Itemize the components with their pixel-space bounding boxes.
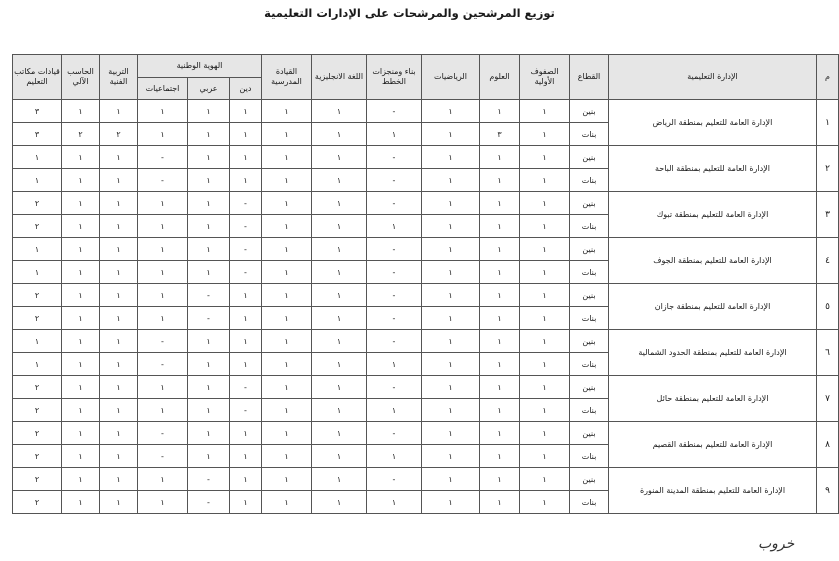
value-cell: ١ [367, 353, 422, 376]
value-cell: - [138, 146, 188, 169]
value-cell: - [367, 376, 422, 399]
header-sector: القطاع [570, 55, 609, 100]
value-cell: ١ [262, 169, 312, 192]
value-cell: ١ [100, 468, 138, 491]
value-cell: - [367, 422, 422, 445]
row-number: ٥ [817, 284, 839, 330]
table-row [13, 284, 839, 307]
value-cell: ١ [100, 353, 138, 376]
value-cell: ١ [262, 353, 312, 376]
value-cell: - [367, 100, 422, 123]
value-cell: ١ [422, 192, 480, 215]
value-cell: ١ [480, 399, 520, 422]
value-cell: - [367, 192, 422, 215]
sector-cell: بنات [570, 445, 609, 468]
sector-cell: بنين [570, 146, 609, 169]
value-cell: ١ [138, 100, 188, 123]
value-cell: ١ [188, 445, 230, 468]
value-cell: ١ [520, 491, 570, 514]
row-number: ٢ [817, 146, 839, 192]
value-cell: ١ [138, 399, 188, 422]
value-cell: - [367, 468, 422, 491]
value-cell: ١ [422, 284, 480, 307]
value-cell: ١ [312, 422, 367, 445]
value-cell: ١ [100, 399, 138, 422]
value-cell: ١ [422, 399, 480, 422]
value-cell: ١ [262, 284, 312, 307]
sector-cell: بنات [570, 261, 609, 284]
value-cell: ١ [312, 238, 367, 261]
value-cell: ١ [480, 100, 520, 123]
value-cell: ١ [520, 100, 570, 123]
header-tail: الحاسب الآلي [62, 55, 100, 100]
value-cell: ١ [188, 238, 230, 261]
value-cell: ١ [138, 238, 188, 261]
value-cell: - [367, 284, 422, 307]
value-cell: ١ [13, 146, 62, 169]
admin-name: الإدارة العامة للتعليم بمنطقة جازان [609, 284, 817, 330]
value-cell: ١ [422, 353, 480, 376]
value-cell: ١ [230, 353, 262, 376]
value-cell: ١ [230, 307, 262, 330]
sector-cell: بنات [570, 399, 609, 422]
value-cell: ١ [230, 491, 262, 514]
sector-cell: بنات [570, 491, 609, 514]
table-row [13, 238, 839, 261]
value-cell: ١ [262, 215, 312, 238]
value-cell: ١ [312, 215, 367, 238]
value-cell: ٣ [480, 123, 520, 146]
value-cell: ١ [262, 491, 312, 514]
row-number: ٦ [817, 330, 839, 376]
value-cell: - [188, 284, 230, 307]
value-cell: ١ [422, 491, 480, 514]
value-cell: ١ [230, 468, 262, 491]
sector-cell: بنات [570, 123, 609, 146]
header-admin: الإدارة التعليمية [609, 55, 817, 100]
value-cell: ١ [480, 238, 520, 261]
header-subject: الرياضيات [422, 55, 480, 100]
table-row [13, 422, 839, 445]
value-cell: ١ [312, 146, 367, 169]
admin-name: الإدارة العامة للتعليم بمنطقة القصيم [609, 422, 817, 468]
value-cell: ١ [100, 445, 138, 468]
value-cell: ١ [62, 192, 100, 215]
value-cell: - [188, 468, 230, 491]
value-cell: ٢ [13, 284, 62, 307]
header-subject: بناء ومنجزات الخطط [367, 55, 422, 100]
value-cell: ٢ [13, 376, 62, 399]
value-cell: ٣ [13, 123, 62, 146]
value-cell: ٢ [13, 192, 62, 215]
sector-cell: بنات [570, 353, 609, 376]
sector-cell: بنين [570, 238, 609, 261]
value-cell: ١ [520, 238, 570, 261]
value-cell: ١ [520, 307, 570, 330]
sector-cell: بنين [570, 192, 609, 215]
header-num: م [817, 55, 839, 100]
value-cell: ١ [520, 353, 570, 376]
value-cell: - [367, 307, 422, 330]
value-cell: ١ [422, 376, 480, 399]
value-cell: ١ [100, 100, 138, 123]
table-row [13, 146, 839, 169]
value-cell: ١ [230, 445, 262, 468]
value-cell: ١ [13, 353, 62, 376]
value-cell: - [138, 422, 188, 445]
sector-cell: بنين [570, 376, 609, 399]
header-subject: الصفوف الأولية [520, 55, 570, 100]
value-cell: ١ [138, 376, 188, 399]
value-cell: ١ [138, 468, 188, 491]
value-cell: - [188, 307, 230, 330]
value-cell: ١ [520, 468, 570, 491]
value-cell: ١ [62, 422, 100, 445]
value-cell: ١ [520, 330, 570, 353]
header-national-identity: الهوية الوطنية [138, 55, 262, 78]
value-cell: ١ [100, 307, 138, 330]
value-cell: ١ [62, 399, 100, 422]
value-cell: ١ [312, 330, 367, 353]
row-number: ١ [817, 100, 839, 146]
admin-name: الإدارة العامة للتعليم بمنطقة تبوك [609, 192, 817, 238]
value-cell: ١ [367, 445, 422, 468]
value-cell: ١ [312, 284, 367, 307]
sector-cell: بنات [570, 169, 609, 192]
row-number: ٧ [817, 376, 839, 422]
value-cell: ١ [100, 491, 138, 514]
sector-cell: بنين [570, 468, 609, 491]
value-cell: ١ [100, 261, 138, 284]
value-cell: ١ [312, 353, 367, 376]
admin-name: الإدارة العامة للتعليم بمنطقة الجوف [609, 238, 817, 284]
value-cell: ١ [480, 307, 520, 330]
value-cell: ١ [138, 491, 188, 514]
value-cell: - [367, 146, 422, 169]
value-cell: ١ [262, 123, 312, 146]
value-cell: ١ [422, 146, 480, 169]
value-cell: ١ [13, 261, 62, 284]
value-cell: ١ [422, 169, 480, 192]
value-cell: ١ [188, 376, 230, 399]
value-cell: ١ [100, 238, 138, 261]
value-cell: ١ [367, 399, 422, 422]
value-cell: ١ [13, 238, 62, 261]
value-cell: ١ [422, 123, 480, 146]
value-cell: ١ [100, 215, 138, 238]
value-cell: ١ [422, 468, 480, 491]
value-cell: ١ [480, 491, 520, 514]
value-cell: ١ [312, 376, 367, 399]
value-cell: ١ [188, 123, 230, 146]
value-cell: ١ [62, 169, 100, 192]
row-number: ٣ [817, 192, 839, 238]
value-cell: ١ [230, 330, 262, 353]
value-cell: ٢ [100, 123, 138, 146]
header-subject: القيادة المدرسية [262, 55, 312, 100]
value-cell: ١ [62, 238, 100, 261]
value-cell: ١ [62, 330, 100, 353]
value-cell: ١ [422, 422, 480, 445]
sector-cell: بنين [570, 284, 609, 307]
value-cell: ٢ [13, 468, 62, 491]
value-cell: ١ [367, 123, 422, 146]
value-cell: ١ [262, 238, 312, 261]
value-cell: ١ [62, 491, 100, 514]
value-cell: ١ [230, 100, 262, 123]
table-row [13, 330, 839, 353]
value-cell: ١ [520, 261, 570, 284]
value-cell: ١ [188, 100, 230, 123]
value-cell: - [138, 169, 188, 192]
value-cell: ١ [480, 330, 520, 353]
value-cell: ١ [100, 376, 138, 399]
admin-name: الإدارة العامة للتعليم بمنطقة المدينة المنورة [609, 468, 817, 514]
admin-name: الإدارة العامة للتعليم بمنطقة الباحة [609, 146, 817, 192]
value-cell: ١ [480, 284, 520, 307]
value-cell: ٢ [13, 491, 62, 514]
value-cell: ١ [520, 445, 570, 468]
value-cell: ١ [312, 399, 367, 422]
value-cell: ١ [138, 192, 188, 215]
value-cell: ١ [188, 192, 230, 215]
value-cell: ١ [312, 261, 367, 284]
value-cell: ١ [138, 284, 188, 307]
value-cell: ١ [230, 422, 262, 445]
value-cell: - [230, 238, 262, 261]
value-cell: ١ [262, 422, 312, 445]
value-cell: ١ [480, 169, 520, 192]
value-cell: ١ [262, 376, 312, 399]
document-title: توزيع المرشحين والمرشحات على الإدارات التعليمية [264, 6, 555, 20]
value-cell: ١ [62, 468, 100, 491]
value-cell: ١ [138, 261, 188, 284]
value-cell: ١ [480, 422, 520, 445]
value-cell: ١ [480, 445, 520, 468]
value-cell: ١ [138, 215, 188, 238]
row-number: ٩ [817, 468, 839, 514]
value-cell: ١ [62, 307, 100, 330]
value-cell: ١ [520, 215, 570, 238]
value-cell: ١ [312, 100, 367, 123]
header-subject: اللغة الانجليزية [312, 55, 367, 100]
value-cell: ١ [62, 261, 100, 284]
table-header [13, 55, 839, 100]
value-cell: - [367, 261, 422, 284]
admin-name: الإدارة العامة للتعليم بمنطقة حائل [609, 376, 817, 422]
value-cell: - [230, 215, 262, 238]
value-cell: ١ [422, 445, 480, 468]
sector-cell: بنات [570, 215, 609, 238]
value-cell: ١ [312, 445, 367, 468]
value-cell: ١ [13, 169, 62, 192]
sector-cell: بنين [570, 100, 609, 123]
value-cell: ١ [100, 192, 138, 215]
value-cell: ١ [520, 422, 570, 445]
header-tail: التربية الفنية [100, 55, 138, 100]
value-cell: ١ [422, 307, 480, 330]
value-cell: ١ [262, 445, 312, 468]
value-cell: ١ [422, 238, 480, 261]
value-cell: - [138, 445, 188, 468]
value-cell: ١ [100, 422, 138, 445]
header-national-sub: دين [230, 78, 262, 100]
value-cell: ١ [520, 399, 570, 422]
value-cell: ١ [138, 123, 188, 146]
value-cell: - [367, 238, 422, 261]
value-cell: ١ [262, 399, 312, 422]
value-cell: ١ [188, 422, 230, 445]
value-cell: ١ [262, 261, 312, 284]
value-cell: ٢ [13, 307, 62, 330]
value-cell: - [188, 491, 230, 514]
value-cell: ١ [262, 307, 312, 330]
value-cell: ١ [62, 284, 100, 307]
value-cell: ١ [422, 330, 480, 353]
value-cell: ١ [262, 468, 312, 491]
value-cell: ١ [480, 192, 520, 215]
value-cell: ١ [230, 169, 262, 192]
value-cell: ١ [230, 146, 262, 169]
value-cell: ١ [188, 215, 230, 238]
value-cell: - [230, 399, 262, 422]
header-subject: العلوم [480, 55, 520, 100]
row-number: ٨ [817, 422, 839, 468]
value-cell: ١ [62, 146, 100, 169]
value-cell: ١ [62, 445, 100, 468]
value-cell: ١ [520, 146, 570, 169]
value-cell: ١ [13, 330, 62, 353]
value-cell: ١ [422, 215, 480, 238]
value-cell: ١ [312, 123, 367, 146]
value-cell: ١ [422, 100, 480, 123]
value-cell: ١ [480, 353, 520, 376]
value-cell: ١ [312, 307, 367, 330]
header-tail: قيادات مكاتب التعليم [13, 55, 62, 100]
handwritten-signature: خروب [758, 536, 795, 552]
value-cell: - [230, 192, 262, 215]
value-cell: ١ [520, 169, 570, 192]
value-cell: ١ [230, 123, 262, 146]
value-cell: - [230, 376, 262, 399]
value-cell: ٢ [13, 422, 62, 445]
value-cell: ١ [62, 376, 100, 399]
header-national-sub: عربي [188, 78, 230, 100]
value-cell: ١ [367, 491, 422, 514]
value-cell: - [138, 353, 188, 376]
value-cell: ١ [520, 123, 570, 146]
value-cell: - [367, 330, 422, 353]
value-cell: ١ [100, 284, 138, 307]
sector-cell: بنين [570, 330, 609, 353]
value-cell: ١ [480, 468, 520, 491]
value-cell: ١ [480, 146, 520, 169]
value-cell: ١ [312, 491, 367, 514]
value-cell: ١ [188, 169, 230, 192]
value-cell: ١ [62, 100, 100, 123]
value-cell: - [367, 169, 422, 192]
value-cell: ١ [188, 261, 230, 284]
value-cell: ١ [138, 307, 188, 330]
value-cell: ١ [100, 146, 138, 169]
value-cell: ١ [312, 192, 367, 215]
value-cell: ١ [230, 284, 262, 307]
value-cell: ٣ [13, 100, 62, 123]
sector-cell: بنين [570, 422, 609, 445]
row-number: ٤ [817, 238, 839, 284]
value-cell: - [138, 330, 188, 353]
value-cell: ١ [480, 376, 520, 399]
value-cell: ١ [312, 169, 367, 192]
value-cell: ١ [422, 261, 480, 284]
value-cell: ١ [100, 169, 138, 192]
value-cell: ١ [262, 330, 312, 353]
value-cell: ١ [520, 192, 570, 215]
sector-cell: بنات [570, 307, 609, 330]
value-cell: ١ [520, 376, 570, 399]
table-body [13, 100, 839, 514]
value-cell: ١ [262, 192, 312, 215]
value-cell: ٢ [13, 215, 62, 238]
value-cell: ١ [100, 330, 138, 353]
value-cell: ١ [262, 100, 312, 123]
value-cell: ١ [188, 146, 230, 169]
value-cell: ٢ [13, 445, 62, 468]
value-cell: ٢ [13, 399, 62, 422]
table-row [13, 376, 839, 399]
value-cell: - [230, 261, 262, 284]
table-row [13, 100, 839, 123]
value-cell: ١ [312, 468, 367, 491]
value-cell: ١ [62, 215, 100, 238]
header-national-sub: اجتماعيات [138, 78, 188, 100]
table-row [13, 468, 839, 491]
value-cell: ١ [367, 215, 422, 238]
value-cell: ١ [480, 261, 520, 284]
value-cell: ٢ [62, 123, 100, 146]
value-cell: ١ [262, 146, 312, 169]
distribution-table [12, 54, 839, 514]
value-cell: ١ [480, 215, 520, 238]
table-row [13, 192, 839, 215]
value-cell: ١ [188, 330, 230, 353]
value-cell: ١ [188, 399, 230, 422]
value-cell: ١ [62, 353, 100, 376]
value-cell: ١ [520, 284, 570, 307]
admin-name: الإدارة العامة للتعليم بمنطقة الحدود الشمالية [609, 330, 817, 376]
value-cell: ١ [188, 353, 230, 376]
admin-name: الإدارة العامة للتعليم بمنطقة الرياض [609, 100, 817, 146]
